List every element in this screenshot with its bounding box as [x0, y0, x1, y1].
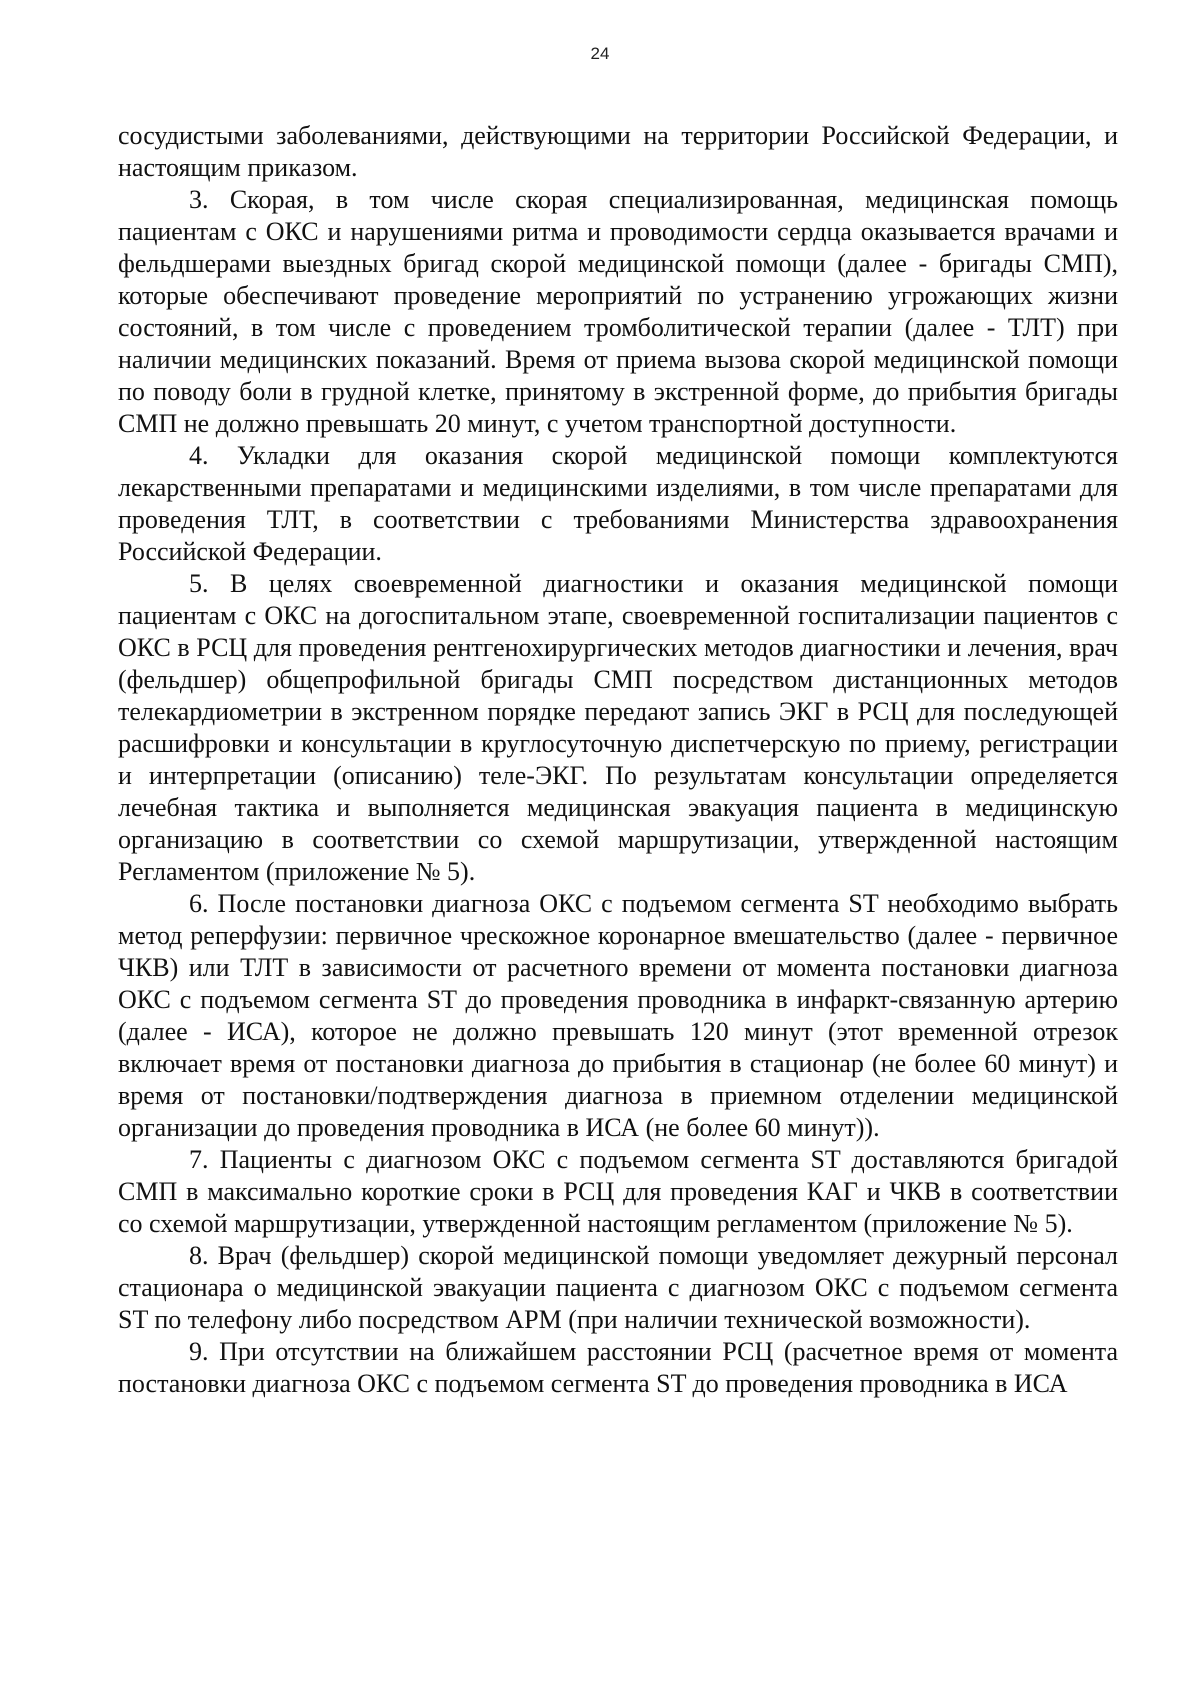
paragraph-8: 8. Врач (фельдшер) скорой медицинской помощи уведомляет дежурный персонал стационара о медицинской эвакуации пациента с диагнозом ОКС с подъемом сегмента ST по телефону либо посредством АРМ (при наличии технической возможности).: [118, 1241, 1118, 1334]
paragraph-continuation: сосудистыми заболеваниями, действующими на территории Российской Федерации, и настоящим приказом.: [118, 121, 1118, 182]
page-number: 24: [590, 44, 610, 63]
paragraph-7: 7. Пациенты с диагнозом ОКС с подъемом сегмента ST доставляются бригадой СМП в максимально короткие сроки в РСЦ для проведения КАГ и ЧКВ в соответствии со схемой маршрутизации, утвержденной настоящим регламентом (приложение № 5).: [118, 1145, 1118, 1238]
paragraph-9: 9. При отсутствии на ближайшем расстоянии РСЦ (расчетное время от момента постановки диагноза ОКС с подъемом сегмента ST до проведения проводника в ИСА: [118, 1337, 1118, 1398]
paragraph-6: 6. После постановки диагноза ОКС с подъемом сегмента ST необходимо выбрать метод реперфузии: первичное чрескожное коронарное вмешательство (далее - первичное ЧКВ) или ТЛТ в зависимости от расчетного времени от момента постановки диагноза ОКС с подъемом сегмента ST до проведения проводника в инфаркт-связанную артерию (далее - ИСА), которое не должно превышать 120 минут (этот временной отрезок включает время от постановки диагноза до прибытия в стационар (не более 60 минут) и время от постановки/подтверждения диагноза в приемном отделении медицинской организации до проведения проводника в ИСА (не более 60 минут)).: [118, 889, 1118, 1142]
paragraph-5: 5. В целях своевременной диагностики и оказания медицинской помощи пациентам с ОКС на догоспитальном этапе, своевременной госпитализации пациентов с ОКС в РСЦ для проведения рентгенохирургических методов диагностики и лечения, врач (фельдшер) общепрофильной бригады СМП посредством дистанционных методов телекардиометрии в экстренном порядке передают запись ЭКГ в РСЦ для последующей расшифровки и консультации в круглосуточную диспетчерскую по приему, регистрации и интерпретации (описанию) теле-ЭКГ. По результатам консультации определяется лечебная тактика и выполняется медицинская эвакуация пациента в медицинскую организацию в соответствии со схемой маршрутизации, утвержденной настоящим Регламентом (приложение № 5).: [118, 569, 1118, 886]
paragraph-3: 3. Скорая, в том числе скорая специализированная, медицинская помощь пациентам с ОКС и нарушениями ритма и проводимости сердца оказывается врачами и фельдшерами выездных бригад скорой медицинской помощи (далее - бригады СМП), которые обеспечивают проведение мероприятий по устранению угрожающих жизни состояний, в том числе с проведением тромболитической терапии (далее - ТЛТ) при наличии медицинских показаний. Время от приема вызова скорой медицинской помощи по поводу боли в грудной клетке, принятому в экстренной форме, до прибытия бригады СМП не должно превышать 20 минут, с учетом транспортной доступности.: [118, 185, 1118, 438]
document-body: [118, 120, 1118, 1400]
paragraph-4: 4. Укладки для оказания скорой медицинской помощи комплектуются лекарственными препаратами и медицинскими изделиями, в том числе препаратами для проведения ТЛТ, в соответствии с требованиями Министерства здравоохранения Российской Федерации.: [118, 441, 1118, 566]
